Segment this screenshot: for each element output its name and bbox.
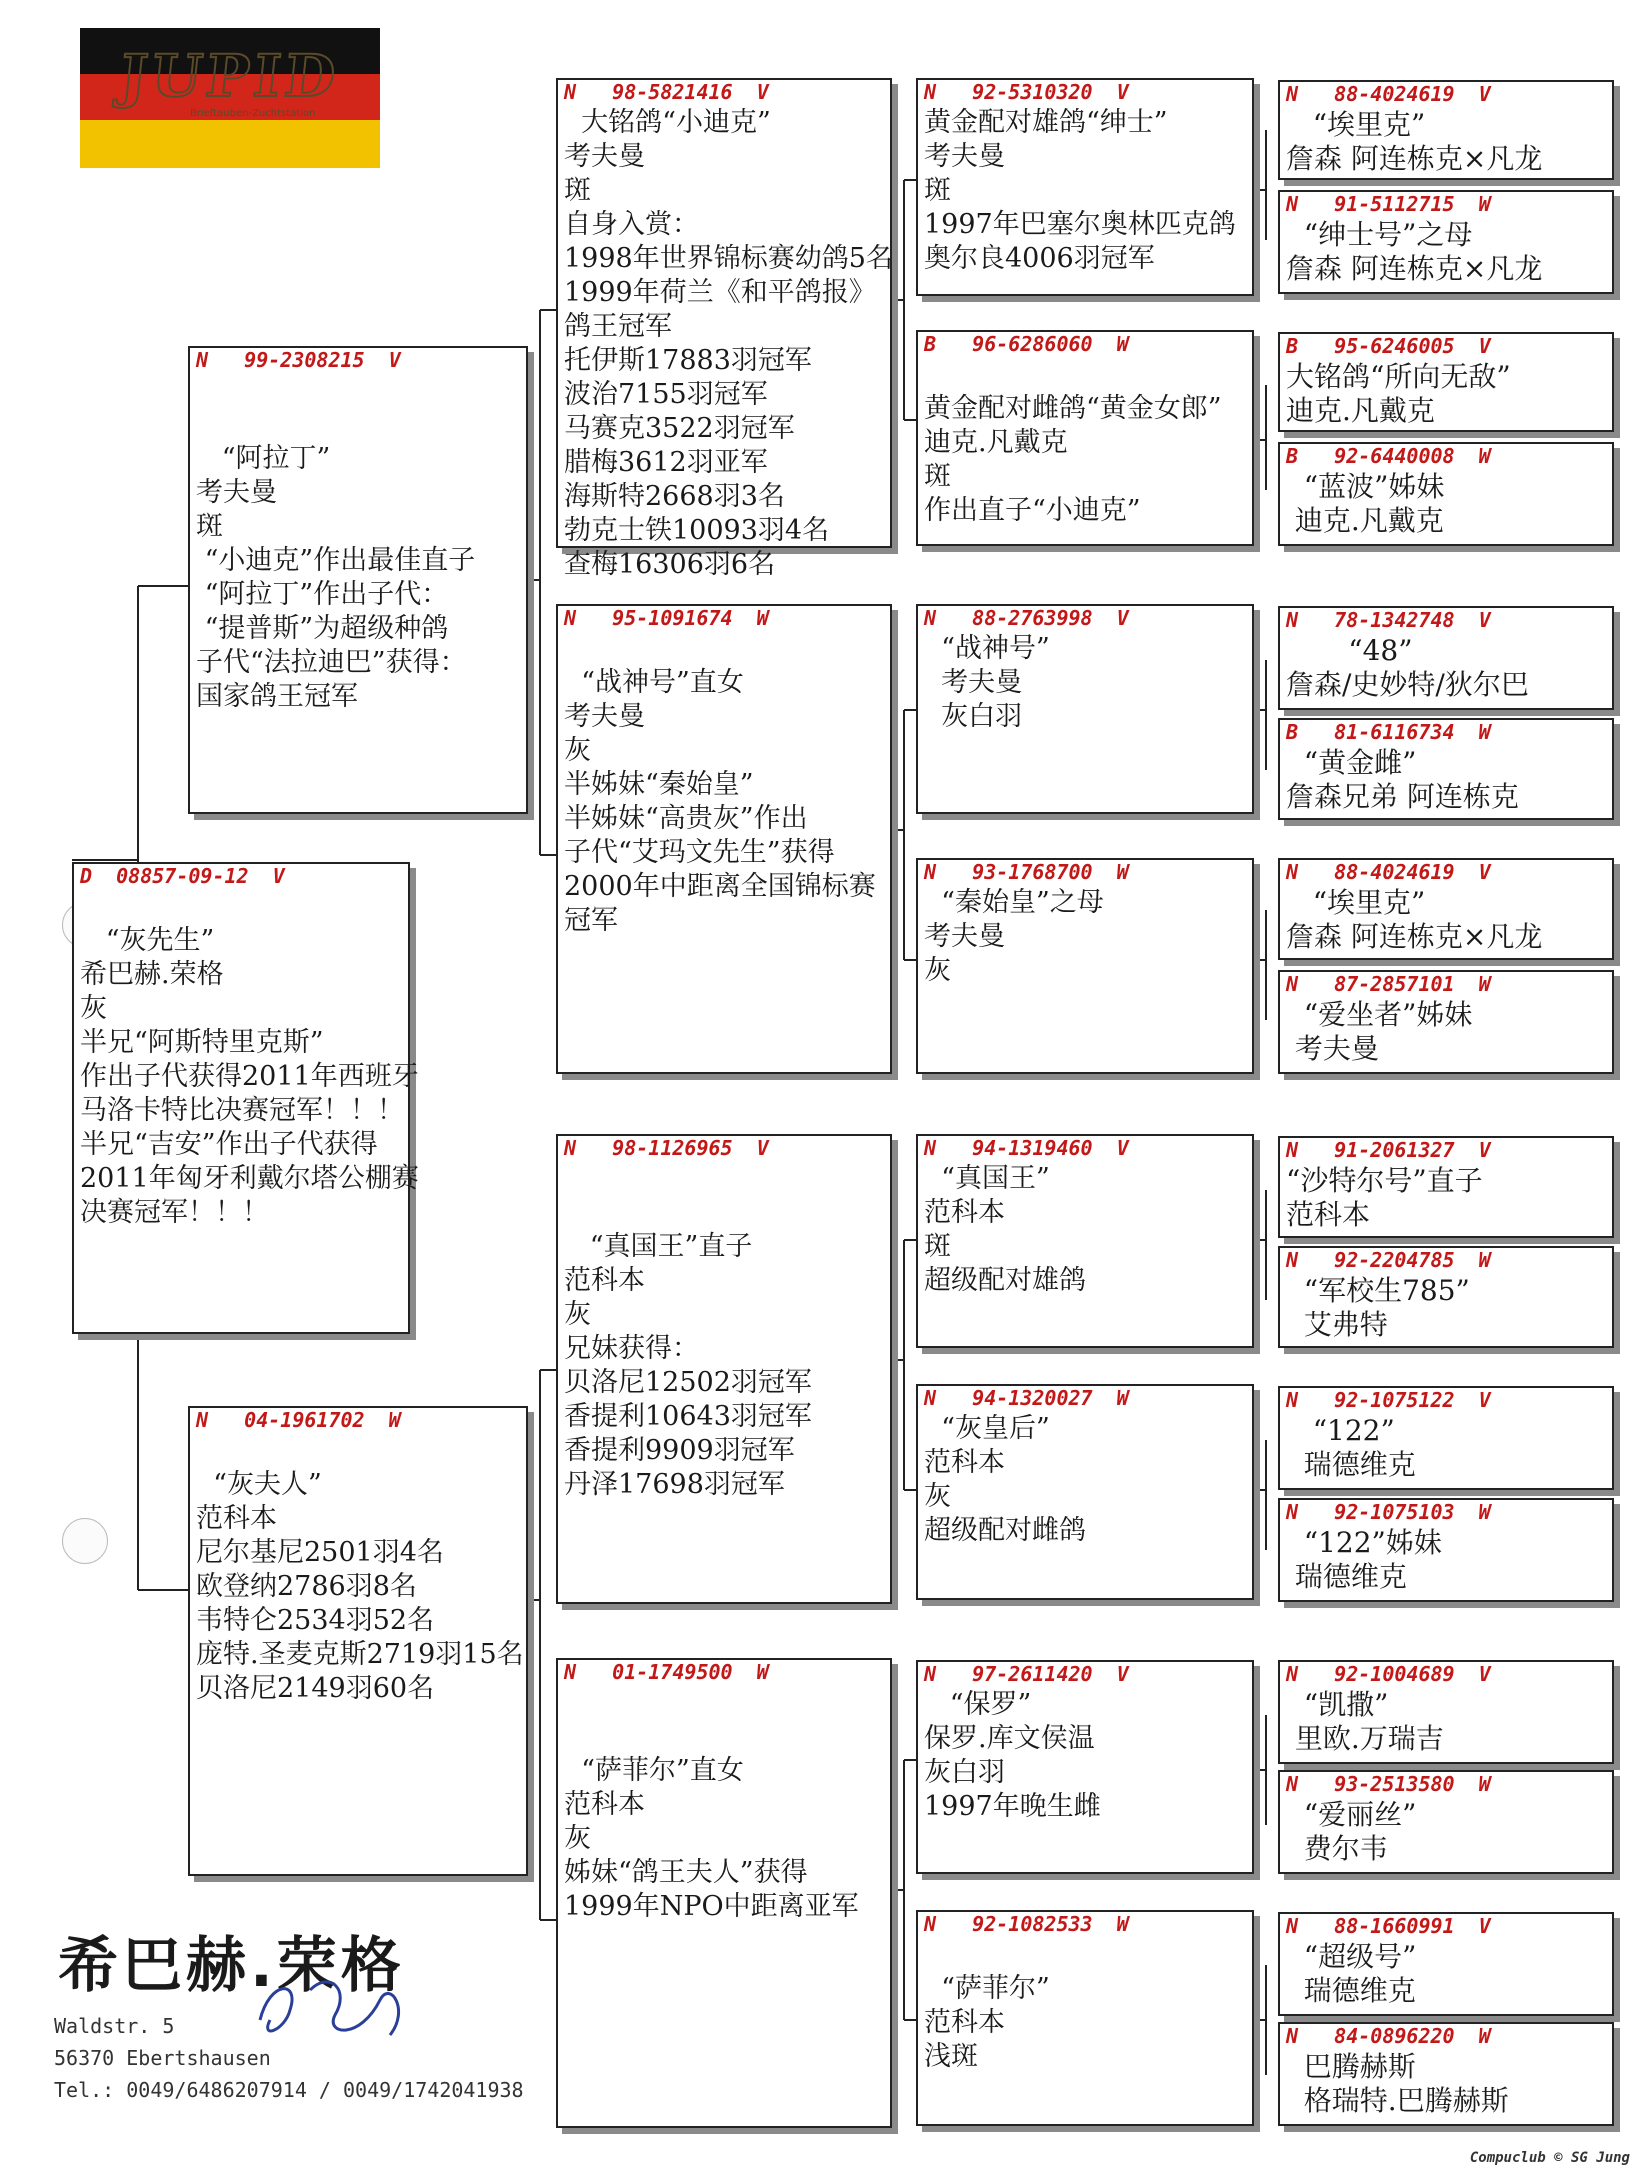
pigeon-detail-line: 艾弗特 [1286, 1308, 1388, 1341]
pigeon-detail-line: 里欧.万瑞吉 [1286, 1722, 1444, 1755]
pigeon-detail-line: 范科本 [196, 1503, 277, 1534]
ring-number: N 88-1660991 V [1286, 1914, 1491, 1938]
pigeon-card-sds [916, 604, 1254, 814]
pigeon-details [1286, 1274, 1608, 1342]
footer-credit: Compuclub © SG Jung [1469, 2150, 1630, 2166]
breeder-city: 56370 Ebertshausen [54, 2046, 271, 2070]
ring-number: N 92-1004689 V [1286, 1662, 1491, 1686]
breeder-name: 希巴赫.荣格 [58, 1931, 405, 2001]
pigeon-detail-line: “122”姊妹 [1286, 1526, 1442, 1559]
pigeon-detail-line: 尼尔基尼2501羽4名 [196, 1537, 444, 1568]
pigeon-card-g5-5 [1278, 606, 1614, 710]
pigeon-detail-line: 兄妹获得： [564, 1333, 699, 1364]
pigeon-detail-line: 半兄“阿斯特里克斯” [80, 1027, 324, 1058]
breeder-phone: Tel.: 0049/6486207914 / 0049/1742041938 [54, 2078, 524, 2102]
pigeon-detail-line [564, 1686, 886, 1720]
pigeon-detail-line: “爱坐者”姊妹 [1286, 998, 1473, 1031]
pigeon-card-g5-13 [1278, 1660, 1614, 1764]
pigeon-detail-line: “沙特尔号”直子 [1286, 1164, 1483, 1197]
pigeon-card-g5-11 [1278, 1386, 1614, 1490]
pigeon-detail-line [924, 358, 1248, 392]
pigeon-detail-line: 范科本 [1286, 1198, 1371, 1231]
pigeon-card-dam-dam [556, 1658, 892, 2128]
pigeon-card-ddd [916, 1910, 1254, 2126]
pigeon-details [564, 1686, 886, 1924]
pigeon-detail-line: “阿拉丁”作出子代： [196, 579, 449, 610]
ring-number: B 96-6286060 W [924, 332, 1129, 356]
pigeon-detail-line: 丹泽17698羽冠军 [564, 1469, 785, 1500]
pigeon-detail-line: 迪克.凡戴克 [1286, 504, 1444, 537]
pigeon-detail-line: 腊梅3612羽亚军 [564, 447, 768, 478]
ring-number: B 95-6246005 V [1286, 334, 1491, 358]
flag-stripe-gold [80, 120, 380, 168]
pigeon-card-g5-7 [1278, 858, 1614, 960]
pigeon-detail-line: “埃里克” [1286, 108, 1426, 141]
pigeon-detail-line: 鸽王冠军 [564, 311, 672, 342]
pigeon-detail-line [196, 408, 522, 442]
pigeon-detail-line: 2011年匈牙利戴尔塔公棚赛 [80, 1163, 419, 1194]
pigeon-details [564, 1162, 886, 1502]
ring-number: N 93-1768700 W [924, 860, 1129, 884]
pigeon-detail-line: 灰 [80, 993, 107, 1024]
ring-number: N 92-1075103 W [1286, 1500, 1491, 1524]
pigeon-detail-line: 奥尔良4006羽冠军 [924, 243, 1155, 274]
jupid-logo [80, 28, 380, 168]
pigeon-detail-line [564, 1720, 886, 1754]
pigeon-card-sss [916, 78, 1254, 296]
pigeon-detail-line: 2000年中距离全国锦标赛 [564, 871, 876, 902]
ring-number: N 04-1961702 W [196, 1408, 401, 1432]
pigeon-details [924, 886, 1248, 988]
pigeon-detail-line: 姊妹“鸽王夫人”获得 [564, 1857, 808, 1888]
signature-image [240, 1960, 420, 2050]
pigeon-detail-line: 香提利9909羽冠军 [564, 1435, 795, 1466]
pigeon-details [924, 1412, 1248, 1548]
pigeon-detail-line: 马洛卡特比决赛冠军！！！ [80, 1095, 404, 1126]
pigeon-detail-line: 半姊妹“秦始皇” [564, 769, 754, 800]
pigeon-detail-line [80, 890, 404, 924]
pigeon-card-g5-14 [1278, 1770, 1614, 1874]
pigeon-card-g5-1 [1278, 80, 1614, 180]
ring-number: N 92-1082533 W [924, 1912, 1129, 1936]
pigeon-detail-line: 詹森 阿连栋克×凡龙 [1286, 252, 1543, 285]
pigeon-detail-line: “战神号”直女 [564, 667, 744, 698]
pigeon-details [1286, 998, 1608, 1066]
pigeon-detail-line: 范科本 [924, 1197, 1005, 1228]
pigeon-detail-line: 子代“法拉迪巴”获得： [196, 647, 467, 678]
ring-number: N 92-1075122 V [1286, 1388, 1491, 1412]
pigeon-card-dds [916, 1660, 1254, 1874]
pigeon-detail-line: “灰皇后” [924, 1413, 1050, 1444]
pigeon-detail-line: “真国王” [924, 1163, 1050, 1194]
pigeon-detail-line: 范科本 [924, 1447, 1005, 1478]
pigeon-detail-line: 贝洛尼2149羽60名 [196, 1673, 435, 1704]
pigeon-detail-line: 波治7155羽冠军 [564, 379, 768, 410]
pigeon-details [1286, 218, 1608, 286]
pigeon-detail-line: 查梅16306羽6名 [564, 549, 776, 580]
pigeon-detail-line: 欧登纳2786羽8名 [196, 1571, 417, 1602]
pigeon-detail-line: “萨菲尔” [924, 1973, 1050, 2004]
ring-number: N 88-4024619 V [1286, 82, 1491, 106]
pigeon-card-g5-12 [1278, 1498, 1614, 1602]
pigeon-detail-line: 韦特仑2534羽52名 [196, 1605, 435, 1636]
pigeon-details [564, 106, 893, 582]
pigeon-details [80, 890, 419, 1230]
pigeon-detail-line: 作出子代获得2011年西班牙 [80, 1061, 419, 1092]
pigeon-details [1286, 1688, 1608, 1756]
pigeon-detail-line: 自身入赏： [564, 209, 699, 240]
pigeon-detail-line: 子代“艾玛文先生”获得 [564, 837, 835, 868]
pigeon-detail-line: 格瑞特.巴腾赫斯 [1286, 2084, 1509, 2117]
pigeon-details [1286, 1526, 1608, 1594]
pigeon-detail-line: 巴腾赫斯 [1286, 2050, 1416, 2083]
pigeon-card-g5-3 [1278, 332, 1614, 432]
ring-number: N 01-1749500 W [564, 1660, 769, 1684]
pigeon-detail-line [564, 1162, 886, 1196]
pigeon-detail-line: “122” [1286, 1414, 1395, 1447]
pigeon-card-dss [916, 1134, 1254, 1348]
pigeon-card-dsd [916, 1384, 1254, 1600]
pigeon-detail-line: 半兄“吉安”作出子代获得 [80, 1129, 378, 1160]
pigeon-detail-line: 庞特.圣麦克斯2719羽15名 [196, 1639, 524, 1670]
pigeon-details [1286, 1798, 1608, 1866]
pigeon-detail-line: 1999年荷兰《和平鸽报》 [564, 277, 876, 308]
pigeon-card-subject [72, 862, 419, 1334]
pigeon-detail-line: 托伊斯17883羽冠军 [564, 345, 812, 376]
pigeon-detail-line: 灰 [564, 1823, 591, 1854]
pigeon-detail-line: 考夫曼 [924, 141, 1005, 172]
pigeon-detail-line: 考夫曼 [1286, 1032, 1379, 1065]
pigeon-detail-line: 作出直子“小迪克” [924, 495, 1141, 526]
ring-number: N 78-1342748 V [1286, 608, 1491, 632]
pigeon-detail-line: 詹森兄弟 阿连栋克 [1286, 780, 1519, 813]
pigeon-detail-line: 超级配对雌鸽 [924, 1515, 1086, 1546]
pigeon-detail-line: 国家鸽王冠军 [196, 681, 358, 712]
binder-hole [62, 1518, 108, 1564]
pigeon-card-sire-dam [556, 604, 892, 1074]
ring-number: N 91-5112715 W [1286, 192, 1491, 216]
pigeon-details [196, 1434, 522, 1706]
pigeon-detail-line: 大铭鸽“小迪克” [564, 107, 771, 138]
pigeon-detail-line: 保罗.库文侯温 [924, 1723, 1095, 1754]
pigeon-detail-line: 迪克.凡戴克 [1286, 394, 1435, 427]
pigeon-detail-line [196, 374, 522, 408]
pigeon-detail-line: “军校生785” [1286, 1274, 1470, 1307]
pigeon-detail-line: 斑 [924, 175, 951, 206]
ring-number: B 92-6440008 W [1286, 444, 1491, 468]
pigeon-detail-line: “秦始皇”之母 [924, 887, 1104, 918]
ring-number: N 88-2763998 V [924, 606, 1129, 630]
pigeon-detail-line: “阿拉丁” [196, 443, 331, 474]
ring-number: N 97-2611420 V [924, 1662, 1129, 1686]
ring-number: N 92-5310320 V [924, 80, 1129, 104]
pigeon-detail-line: 詹森 阿连栋克×凡龙 [1286, 142, 1543, 175]
pigeon-details [924, 632, 1248, 734]
pigeon-details [924, 358, 1248, 528]
pigeon-details [1286, 1414, 1608, 1482]
ring-number: N 93-2513580 W [1286, 1772, 1491, 1796]
ring-number: N 91-2061327 V [1286, 1138, 1491, 1162]
pigeon-detail-line: 范科本 [564, 1265, 645, 1296]
pigeon-detail-line: 1998年世界锦标赛幼鸽5名 [564, 243, 893, 274]
pigeon-card-ssd [916, 330, 1254, 546]
pigeon-card-g5-15 [1278, 1912, 1614, 2016]
ring-number: N 87-2857101 W [1286, 972, 1491, 996]
pigeon-detail-line: 范科本 [564, 1789, 645, 1820]
ring-number: N 94-1319460 V [924, 1136, 1129, 1160]
pigeon-detail-line: 1997年晚生雌 [924, 1791, 1101, 1822]
pigeon-card-sdd [916, 858, 1254, 1074]
pigeon-detail-line: 灰 [564, 1299, 591, 1330]
pigeon-detail-line: 考夫曼 [924, 667, 1023, 698]
pigeon-detail-line: “埃里克” [1286, 886, 1426, 919]
pigeon-detail-line: 海斯特2668羽3名 [564, 481, 785, 512]
pigeon-details [1286, 634, 1608, 702]
pigeon-detail-line: 斑 [196, 511, 223, 542]
pigeon-detail-line: 希巴赫.荣格 [80, 959, 224, 990]
ring-number: N 92-2204785 W [1286, 1248, 1491, 1272]
pigeon-detail-line: 超级配对雄鸽 [924, 1265, 1086, 1296]
pigeon-detail-line: 灰白羽 [924, 701, 1023, 732]
pigeon-detail-line [564, 632, 886, 666]
ring-number: N 98-5821416 V [564, 80, 769, 104]
pigeon-card-sire-sire [556, 78, 893, 580]
pigeon-detail-line: 冠军 [564, 905, 618, 936]
pigeon-details [924, 1938, 1248, 2074]
pigeon-card-g5-16 [1278, 2022, 1614, 2126]
pigeon-detail-line: 灰 [924, 1481, 951, 1512]
pigeon-details [1286, 360, 1608, 428]
pigeon-detail-line: 1999年NPO中距离亚军 [564, 1891, 859, 1922]
pigeon-detail-line: 瑞德维克 [1286, 1448, 1416, 1481]
pigeon-detail-line [564, 1196, 886, 1230]
breeder-street: Waldstr. 5 [54, 2014, 175, 2038]
ring-number: N 99-2308215 V [196, 348, 401, 372]
pigeon-detail-line: 大铭鸽“所向无敌” [1286, 360, 1511, 393]
pigeon-detail-line: 考夫曼 [196, 477, 277, 508]
ring-number: N 84-0896220 W [1286, 2024, 1491, 2048]
pigeon-detail-line: 范科本 [924, 2007, 1005, 2038]
pigeon-detail-line: 贝洛尼12502羽冠军 [564, 1367, 812, 1398]
logo-text: JUPID [116, 42, 343, 110]
pigeon-detail-line: “小迪克”作出最佳直子 [196, 545, 476, 576]
pigeon-detail-line: 半姊妹“高贵灰”作出 [564, 803, 808, 834]
pigeon-detail-line: 勃克士铁10093羽4名 [564, 515, 830, 546]
pigeon-detail-line: 灰 [564, 735, 591, 766]
pigeon-details [924, 1688, 1248, 1824]
ring-number: N 94-1320027 W [924, 1386, 1129, 1410]
pigeon-detail-line: 灰白羽 [924, 1757, 1005, 1788]
logo-subtext: Brieftauben-Zuchtstation [190, 108, 316, 119]
pigeon-detail-line: 詹森/史妙特/狄尔巴 [1286, 668, 1529, 701]
pigeon-card-g5-10 [1278, 1246, 1614, 1348]
pigeon-detail-line: “保罗” [924, 1689, 1032, 1720]
pigeon-detail-line: 马赛克3522羽冠军 [564, 413, 795, 444]
pigeon-details [1286, 886, 1608, 954]
pigeon-details [564, 632, 886, 938]
pigeon-detail-line: 黄金配对雄鸽“绅士” [924, 107, 1168, 138]
pigeon-details [1286, 108, 1608, 176]
pigeon-details [1286, 746, 1608, 814]
pigeon-detail-line: 香提利10643羽冠军 [564, 1401, 812, 1432]
pigeon-detail-line: “灰先生” [80, 925, 215, 956]
pigeon-card-sire [188, 346, 528, 814]
pigeon-detail-line [924, 1938, 1248, 1972]
pigeon-details [1286, 1164, 1608, 1232]
pigeon-detail-line: “绅士号”之母 [1286, 218, 1473, 251]
pigeon-detail-line: 詹森 阿连栋克×凡龙 [1286, 920, 1543, 953]
pigeon-detail-line: 瑞德维克 [1286, 1974, 1416, 2007]
ring-number: D 08857-09-12 V [80, 864, 285, 888]
pigeon-detail-line: 决赛冠军！！！ [80, 1197, 269, 1228]
pigeon-card-dam [188, 1406, 528, 1876]
pigeon-detail-line: 迪克.凡戴克 [924, 427, 1068, 458]
pigeon-detail-line: “提普斯”为超级种鸽 [196, 613, 449, 644]
pigeon-detail-line: “48” [1286, 634, 1413, 667]
pigeon-details [924, 1162, 1248, 1298]
ring-number: N 95-1091674 W [564, 606, 769, 630]
pigeon-detail-line: 黄金配对雌鸽“黄金女郎” [924, 393, 1222, 424]
pigeon-detail-line: “真国王”直子 [564, 1231, 753, 1262]
pigeon-card-g5-6 [1278, 718, 1614, 820]
pigeon-details [1286, 2050, 1608, 2118]
pigeon-detail-line: 考夫曼 [924, 921, 1005, 952]
pigeon-detail-line: 浅斑 [924, 2041, 978, 2072]
pigeon-card-dam-sire [556, 1134, 892, 1604]
pigeon-details [1286, 1940, 1608, 2008]
pigeon-detail-line: 灰 [924, 955, 951, 986]
pigeon-card-g5-9 [1278, 1136, 1614, 1238]
ring-number: B 81-6116734 W [1286, 720, 1491, 744]
pigeon-card-g5-8 [1278, 970, 1614, 1074]
pigeon-detail-line: “超级号” [1286, 1940, 1417, 1973]
pigeon-detail-line: 斑 [564, 175, 591, 206]
pigeon-details [1286, 470, 1608, 538]
pigeon-card-g5-4 [1278, 442, 1614, 546]
pigeon-details [924, 106, 1248, 276]
ring-number: N 88-4024619 V [1286, 860, 1491, 884]
pigeon-detail-line: 考夫曼 [564, 701, 645, 732]
pigeon-detail-line: 考夫曼 [564, 141, 645, 172]
pigeon-detail-line: 费尔韦 [1286, 1832, 1388, 1865]
ring-number: N 98-1126965 V [564, 1136, 769, 1160]
pigeon-detail-line: 瑞德维克 [1286, 1560, 1407, 1593]
pigeon-detail-line: “萨菲尔”直女 [564, 1755, 744, 1786]
pigeon-detail-line: 斑 [924, 1231, 951, 1262]
pigeon-detail-line: “凯撒” [1286, 1688, 1389, 1721]
pigeon-details [196, 374, 522, 714]
pigeon-detail-line: “爱丽丝” [1286, 1798, 1417, 1831]
pigeon-detail-line [196, 1434, 522, 1468]
pigeon-detail-line: “蓝波”姊妹 [1286, 470, 1445, 503]
pigeon-detail-line: 斑 [924, 461, 951, 492]
pigeon-detail-line: 1997年巴塞尔奥林匹克鸽 [924, 209, 1236, 240]
pigeon-detail-line: “战神号” [924, 633, 1050, 664]
pigeon-card-g5-2 [1278, 190, 1614, 294]
pigeon-detail-line: “黄金雌” [1286, 746, 1417, 779]
pigeon-detail-line: “灰夫人” [196, 1469, 322, 1500]
